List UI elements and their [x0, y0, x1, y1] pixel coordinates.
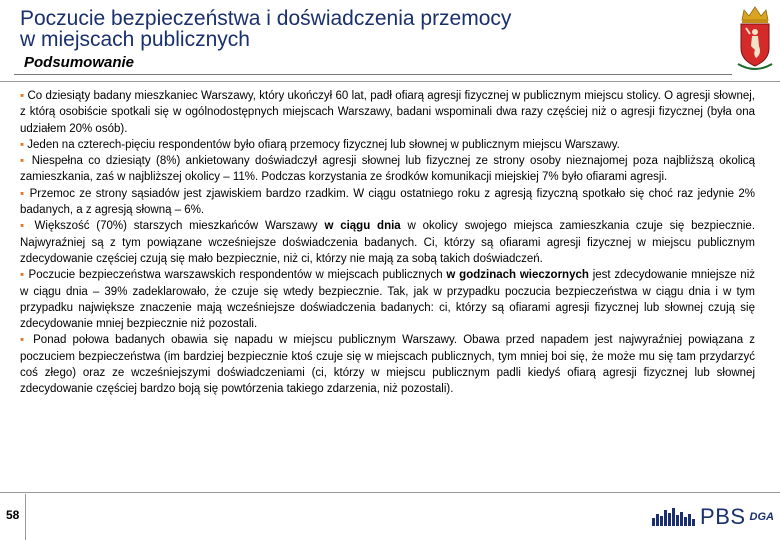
header-rule [14, 74, 732, 75]
paragraph-6: ▪ Poczucie bezpieczeństwa warszawskich respondentów w miejscach publicznych w godzinach wieczornych jest zdecydowanie mniejsze niż w ciągu dnia – 39% zadeklarowało, że czuje się wtedy bezpiecznie. Tak, jak w przypadku poczucia bezpieczeństwa w ciągu dnia i w tym przypadku największe znaczenie mają wcześniejsze doświadczenia badanych: ci, którzy są ofiarami agresji fizycznej lub słownej czują się zdecydowanie mniej bezpiecznie niż pozostali. [20, 269, 756, 331]
footer-logo [652, 504, 774, 530]
pbs-logo-text: PBS [700, 504, 746, 529]
bullet-icon: ▪ [20, 187, 26, 200]
bullet-icon: ▪ [20, 138, 25, 151]
skyline-icon [652, 508, 696, 526]
paragraph-1: ▪ Co dziesiąty badany mieszkaniec Warszawy, który ukończył 60 lat, padł ofiarą agresji fizycznej w publicznym miejscu stolicy. O agresji słownej, z którą osobiście spotkali się w ogólnodostępnych miejscach Warszawy, badani wspominali dwa razy częściej niż o agresji fizycznej (była ona udziałem 20% osób). [20, 90, 756, 135]
page-number: 58 [6, 508, 20, 522]
bullet-icon: ▪ [20, 220, 28, 233]
bullet-icon: ▪ [20, 90, 25, 102]
bullet-icon: ▪ [20, 155, 27, 168]
paragraph-3: ▪ Niespełna co dziesiąty (8%) ankietowany doświadczył agresji słownej lub fizycznej ze strony osoby nieznajomej poza najbliższą okolicą zamieszkania, zaś w najbliższej okolicy – 11%. Podczas korzystania ze środków komunikacji miejskiej 7% było ofiarami agresji. [20, 155, 755, 184]
dga-logo-text: DGA [749, 511, 774, 523]
summary-text [20, 88, 755, 398]
bullet-icon: ▪ [20, 334, 28, 347]
paragraph-7: ▪ Ponad połowa badanych obawia się napadu w miejscu publicznym Warszawy. Obawa przed napadem jest najwyraźniej powiązana z poczuciem bezpieczeństwa (im bardziej bezpiecznie ktoś czuje się w miejscach publicznych, tym mniej boi się, że może mu się tam przydarzyć coś złego) oraz ze wcześniejszymi doświadczeniami (ci, którzy w miejscu publicznym padli kiedyś ofiarą agresji fizycznej lub słownej zdecydowanie częściej bardzo boją się powtórzenia takiego zdarzenia, niż pozostali). [20, 334, 756, 396]
page-title [20, 8, 660, 50]
bullet-icon: ▪ [20, 269, 25, 282]
warsaw-coat-of-arms-icon [734, 4, 776, 74]
paragraph-5: ▪ Większość (70%) starszych mieszkańców Warszawy w ciągu dnia w okolicy swojego miejsca zamieszkania czuje się bezpiecznie. Najwyraźniej są z tym powiązane wcześniejsze doświadczenia badanych. Ci, którzy są ofiarami agresji fizycznej w miejscu publicznym zdecydowanie częściej czują się mało bezpiecznie, niż ci, którzy nie mają za sobą takich doświadczeń. [20, 220, 756, 265]
paragraph-2: ▪ Jeden na czterech-pięciu respondentów było ofiarą przemocy fizycznej lub słownej w publicznym miejscu Warszawy. [20, 138, 620, 151]
section-subtitle: Podsumowanie [24, 54, 135, 71]
paragraph-4: ▪ Przemoc ze strony sąsiadów jest zjawiskiem bardzo rzadkim. W ciągu ostatniego roku z agresją fizyczną spotkało się choć raz jedynie 2% badanych, a z agresją słowną – 6%. [20, 187, 755, 217]
title-line-1: Poczucie bezpieczeństwa i doświadczenia przemocy [20, 7, 512, 30]
title-line-2: w miejscach publicznych [20, 28, 250, 51]
